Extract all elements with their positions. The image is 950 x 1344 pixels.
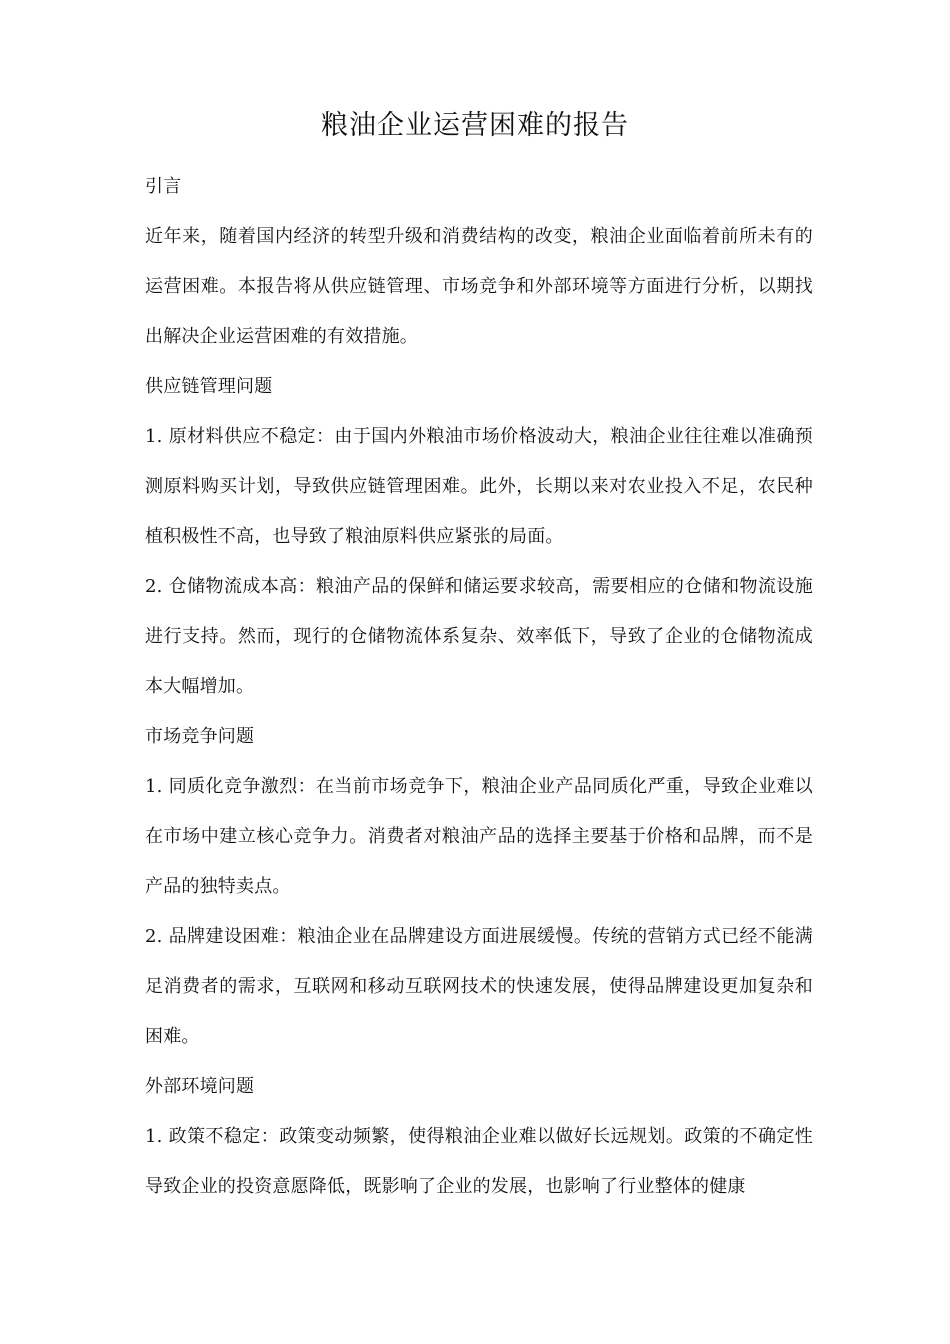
- paragraph-intro: 近年来，随着国内经济的转型升级和消费结构的改变，粮油企业面临着前所未有的运营困难。本报告将从供应链管理、市场竞争和外部环境等方面进行分析，以期找出解决企业运营困难的有效措施。: [145, 226, 813, 347]
- paragraph-external-environment-1: 1. 政策不稳定：政策变动频繁，使得粮油企业难以做好长远规划。政策的不确定性导致企业的投资意愿降低，既影响了企业的发展，也影响了行业整体的健康: [145, 1126, 813, 1197]
- paragraph-market-competition-2: 2. 品牌建设困难：粮油企业在品牌建设方面进展缓慢。传统的营销方式已经不能满足消费者的需求，互联网和移动互联网技术的快速发展，使得品牌建设更加复杂和困难。: [145, 926, 813, 1047]
- section-heading-intro: 引言: [145, 176, 182, 197]
- paragraph-supply-chain-1: 1. 原材料供应不稳定：由于国内外粮油市场价格波动大，粮油企业往往难以准确预测原料购买计划，导致供应链管理困难。此外，长期以来对农业投入不足，农民种植积极性不高，也导致了粮油原料供应紧张的局面。: [145, 426, 813, 547]
- section-heading-external-environment: 外部环境问题: [145, 1076, 255, 1097]
- document-title: 粮油企业运营困难的报告: [321, 110, 629, 141]
- section-heading-supply-chain: 供应链管理问题: [145, 376, 273, 397]
- paragraph-supply-chain-2: 2. 仓储物流成本高：粮油产品的保鲜和储运要求较高，需要相应的仓储和物流设施进行支持。然而，现行的仓储物流体系复杂、效率低下，导致了企业的仓储物流成本大幅增加。: [145, 576, 813, 697]
- document-body: [145, 162, 813, 1212]
- paragraph-market-competition-1: 1. 同质化竞争激烈：在当前市场竞争下，粮油企业产品同质化严重，导致企业难以在市场中建立核心竞争力。消费者对粮油产品的选择主要基于价格和品牌，而不是产品的独特卖点。: [145, 776, 813, 897]
- section-heading-market-competition: 市场竞争问题: [145, 726, 255, 747]
